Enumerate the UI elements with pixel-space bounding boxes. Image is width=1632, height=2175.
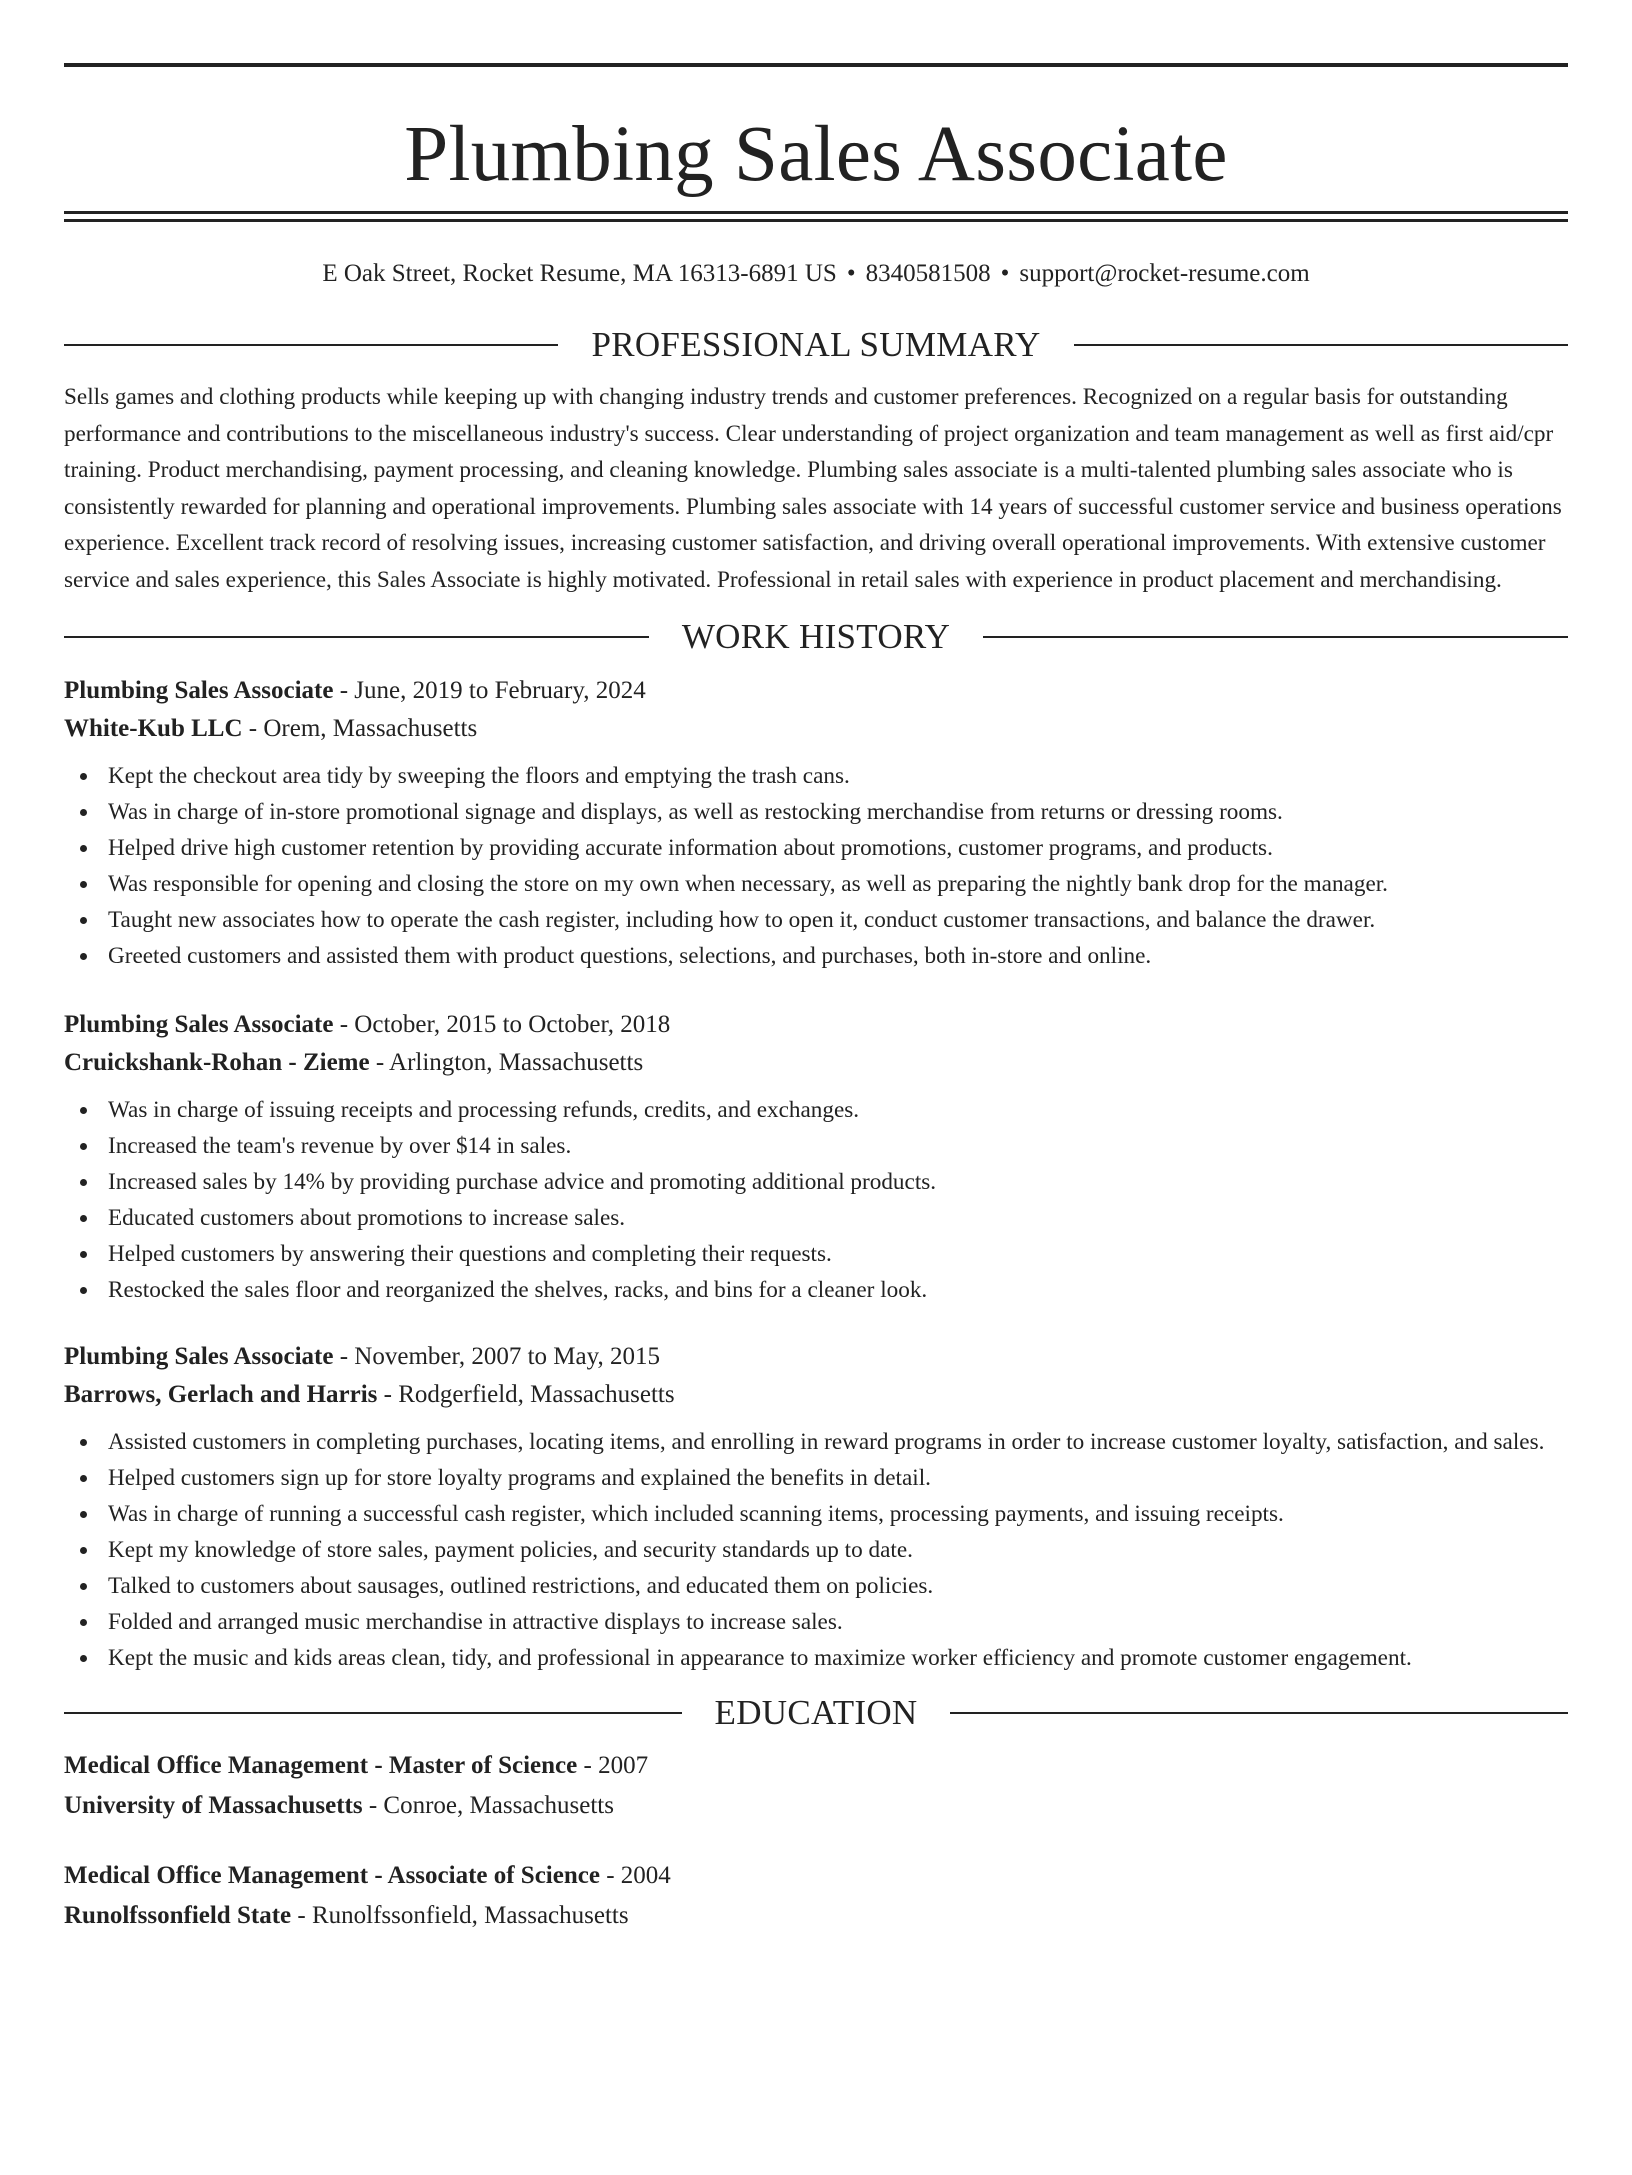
- job-company: White-Kub LLC: [64, 715, 243, 742]
- list-item: Was responsible for opening and closing the store on my own when necessary, as well as preparing the nightly bank drop for the manager.: [64, 866, 1568, 902]
- job-company: Barrows, Gerlach and Harris: [64, 1381, 378, 1408]
- education-year: - 2007: [577, 1752, 649, 1779]
- section-heading-education: [64, 1692, 1568, 1734]
- job-entry: [64, 672, 1568, 974]
- list-item: Kept the checkout area tidy by sweeping the floors and emptying the trash cans.: [64, 758, 1568, 794]
- job-entry: [64, 1338, 1568, 1676]
- title-double-rule: [64, 211, 1568, 222]
- education-entry: [64, 1746, 1568, 1826]
- job-title: Plumbing Sales Associate: [64, 1011, 334, 1038]
- list-item: Was in charge of issuing receipts and processing refunds, credits, and exchanges.: [64, 1092, 1568, 1128]
- education-location: - Conroe, Massachusetts: [362, 1792, 614, 1819]
- section-heading-summary: [64, 324, 1568, 366]
- job-title-line: [64, 1338, 1568, 1376]
- section-heading-work-history: [64, 616, 1568, 658]
- list-item: Talked to customers about sausages, outlined restrictions, and educated them on policies.: [64, 1568, 1568, 1604]
- list-item: Kept my knowledge of store sales, payment policies, and security standards up to date.: [64, 1532, 1568, 1568]
- list-item: Helped customers sign up for store loyalty programs and explained the benefits in detail.: [64, 1460, 1568, 1496]
- contact-separator: •: [1000, 260, 1010, 287]
- heading-rule-right: [983, 636, 1568, 638]
- list-item: Restocked the sales floor and reorganized the shelves, racks, and bins for a cleaner look.: [64, 1272, 1568, 1308]
- education-degree: Medical Office Management - Associate of Science: [64, 1862, 600, 1889]
- job-title-line: [64, 672, 1568, 710]
- list-item: Kept the music and kids areas clean, tidy, and professional in appearance to maximize worker efficiency and promote customer engagement.: [64, 1640, 1568, 1676]
- list-item: Helped customers by answering their questions and completing their requests.: [64, 1236, 1568, 1272]
- job-bullets: [64, 1092, 1568, 1308]
- job-entry: [64, 1006, 1568, 1308]
- education-degree-line: [64, 1746, 1568, 1786]
- job-title-line: [64, 1006, 1568, 1044]
- job-company-line: [64, 1044, 1568, 1082]
- job-dates: - June, 2019 to February, 2024: [333, 677, 646, 704]
- education-year: - 2004: [599, 1862, 671, 1889]
- contact-separator: •: [846, 260, 856, 287]
- job-bullets: [64, 758, 1568, 974]
- list-item: Increased sales by 14% by providing purchase advice and promoting additional products.: [64, 1164, 1568, 1200]
- job-title: Plumbing Sales Associate: [64, 677, 334, 704]
- section-title: PROFESSIONAL SUMMARY: [591, 325, 1041, 364]
- page-title: Plumbing Sales Associate: [404, 111, 1228, 198]
- education-school: University of Massachusetts: [64, 1792, 363, 1819]
- education-degree-line: [64, 1856, 1568, 1896]
- list-item: Greeted customers and assisted them with product questions, selections, and purchases, both in-store and online.: [64, 938, 1568, 974]
- job-location: - Arlington, Massachusetts: [369, 1049, 644, 1076]
- education-degree: Medical Office Management - Master of Science: [64, 1752, 578, 1779]
- job-location: - Rodgerfield, Massachusetts: [377, 1381, 675, 1408]
- section-title: EDUCATION: [714, 1693, 918, 1732]
- list-item: Folded and arranged music merchandise in attractive displays to increase sales.: [64, 1604, 1568, 1640]
- education-school-line: [64, 1896, 1568, 1936]
- list-item: Was in charge of running a successful cash register, which included scanning items, processing payments, and issuing receipts.: [64, 1496, 1568, 1532]
- job-bullets: [64, 1424, 1568, 1676]
- summary-text: Sells games and clothing products while keeping up with changing industry trends and customer preferences. Recognized on a regular basis for outstanding performance and contributions to the miscellaneous industry's success. Clear understanding of project organization and team management as well as first aid/cpr training. Product merchandising, payment processing, and cleaning knowledge. Plumbing sales associate is a multi-talented plumbing sales associate who is consistently rewarded for planning and operational improvements. Plumbing sales associate with 14 years of successful customer service and business operations experience. Excellent track record of resolving issues, increasing customer satisfaction, and driving overall operational improvements. With extensive customer service and sales experience, this Sales Associate is highly motivated. Professional in retail sales with experience in product placement and merchandising.: [64, 384, 1562, 593]
- heading-rule-right: [950, 1712, 1568, 1714]
- education-school-line: [64, 1786, 1568, 1826]
- job-dates: - November, 2007 to May, 2015: [333, 1343, 660, 1370]
- contact-address: E Oak Street, Rocket Resume, MA 16313-6891 US: [322, 260, 837, 287]
- education-school: Runolfssonfield State: [64, 1902, 292, 1929]
- job-company-line: [64, 1376, 1568, 1414]
- heading-rule-left: [64, 636, 649, 638]
- top-rule: [64, 63, 1568, 67]
- job-company-line: [64, 710, 1568, 748]
- list-item: Educated customers about promotions to increase sales.: [64, 1200, 1568, 1236]
- list-item: Was in charge of in-store promotional signage and displays, as well as restocking merchandise from returns or dressing rooms.: [64, 794, 1568, 830]
- list-item: Assisted customers in completing purchases, locating items, and enrolling in reward programs in order to increase customer loyalty, satisfaction, and sales.: [64, 1424, 1568, 1460]
- list-item: Increased the team's revenue by over $14 in sales.: [64, 1128, 1568, 1164]
- resume-page: [0, 63, 1632, 2175]
- section-title: WORK HISTORY: [681, 617, 951, 656]
- list-item: Helped drive high customer retention by providing accurate information about promotions, customer programs, and products.: [64, 830, 1568, 866]
- contact-email: support@rocket-resume.com: [1019, 260, 1310, 287]
- heading-rule-left: [64, 344, 558, 346]
- job-title: Plumbing Sales Associate: [64, 1343, 334, 1370]
- contact-phone: 8340581508: [865, 260, 991, 287]
- heading-rule-left: [64, 1712, 682, 1714]
- education-location: - Runolfssonfield, Massachusetts: [291, 1902, 629, 1929]
- heading-rule-right: [1074, 344, 1568, 346]
- education-entry: [64, 1856, 1568, 1936]
- job-dates: - October, 2015 to October, 2018: [333, 1011, 671, 1038]
- job-location: - Orem, Massachusetts: [242, 715, 478, 742]
- job-company: Cruickshank-Rohan - Zieme: [64, 1049, 370, 1076]
- contact-line: [64, 258, 1568, 290]
- list-item: Taught new associates how to operate the cash register, including how to open it, conduct customer transactions, and balance the drawer.: [64, 902, 1568, 938]
